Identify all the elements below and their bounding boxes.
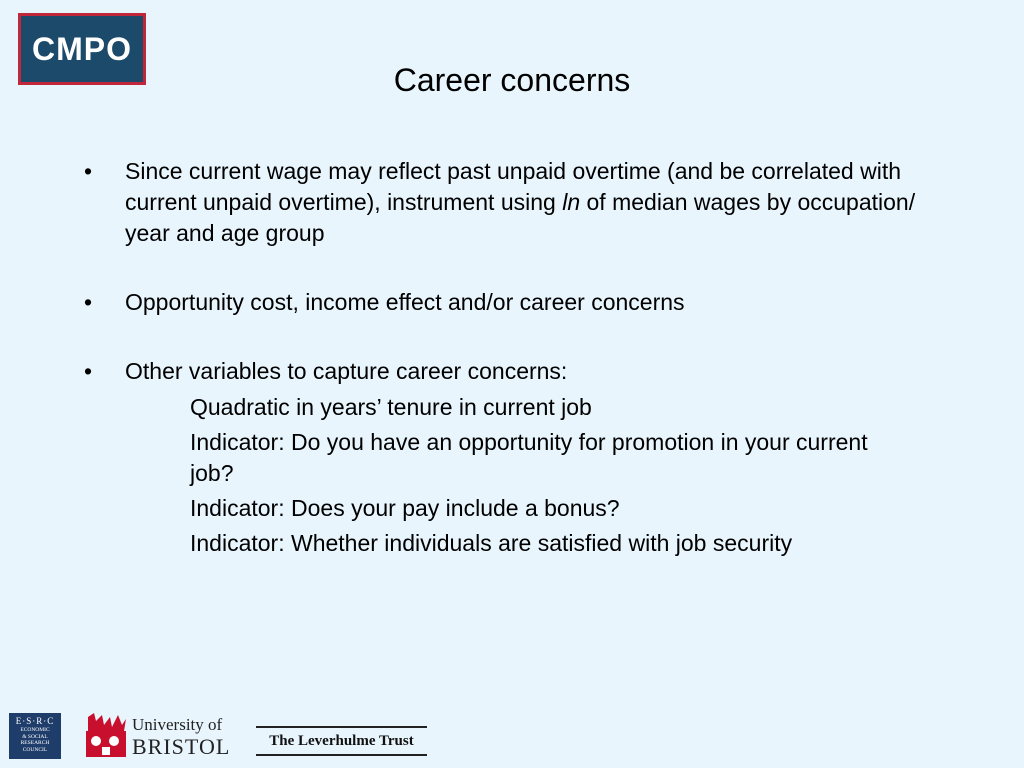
bristol-line1: University of bbox=[132, 715, 223, 734]
bullet-text: Opportunity cost, income effect and/or career concerns bbox=[125, 289, 685, 315]
sub-item: Indicator: Whether individuals are satisfied with job security bbox=[190, 530, 793, 556]
bullet-item bbox=[84, 356, 964, 387]
esrc-line: RESEARCH bbox=[20, 740, 50, 746]
esrc-line: & SOCIAL bbox=[22, 733, 48, 740]
leverhulme-logo: The Leverhulme Trust bbox=[256, 726, 427, 756]
bullet-item bbox=[84, 156, 964, 249]
bullet-marker: • bbox=[84, 158, 93, 184]
esrc-logo bbox=[9, 713, 61, 759]
bristol-wordmark bbox=[132, 715, 230, 759]
slide-title: Career concerns bbox=[393, 62, 631, 98]
bristol-logo bbox=[84, 711, 244, 761]
bullet-text: Other variables to capture career concerns: bbox=[125, 358, 568, 384]
sub-item: Indicator: Does your pay include a bonus? bbox=[190, 495, 620, 521]
bullet-text-italic: ln bbox=[562, 189, 581, 215]
sub-item: Quadratic in years’ tenure in current job bbox=[190, 394, 592, 420]
bullet-list bbox=[84, 156, 964, 563]
esrc-letters: E·S·R·C bbox=[15, 716, 55, 726]
cmpo-logo-text: CMPO bbox=[21, 16, 143, 82]
bullet-marker: • bbox=[84, 358, 93, 384]
esrc-line: ECONOMIC bbox=[20, 727, 50, 733]
bristol-crest-icon bbox=[84, 711, 128, 759]
esrc-line: COUNCIL bbox=[22, 746, 48, 753]
sub-item: Indicator: Do you have an opportunity for promotion in your current job? bbox=[190, 429, 868, 486]
bullet-marker: • bbox=[84, 289, 93, 315]
bullet-text-part: Since current wage may reflect past unpaid overtime (and be correlated with current unpaid overtime), instrument using bbox=[125, 158, 902, 215]
sub-list bbox=[190, 392, 890, 559]
bullet-text-part: of median wages by occupation/ year and age group bbox=[125, 189, 916, 246]
bullet-item bbox=[84, 287, 964, 318]
bristol-line2: BRISTOL bbox=[132, 734, 231, 759]
